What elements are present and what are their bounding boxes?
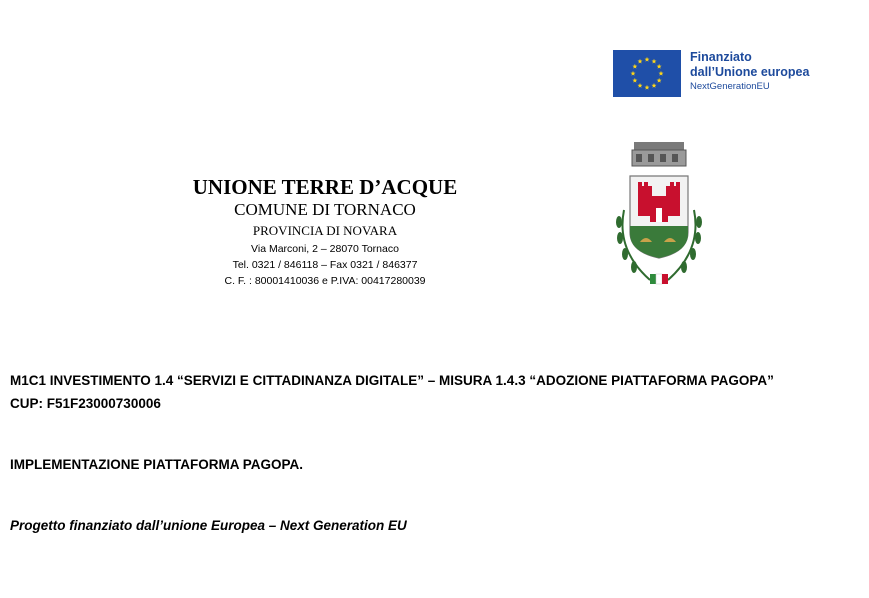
project-title: M1C1 INVESTIMENTO 1.4 “SERVIZI E CITTADINANZA DIGITALE” – MISURA 1.4.3 “ADOZIONE PIATTAFORMA PAGOPA” bbox=[10, 373, 774, 388]
comune-name: COMUNE DI TORNACO bbox=[234, 200, 416, 219]
eu-logo-line-2: dall’Unione europea bbox=[690, 65, 810, 79]
coat-of-arms-icon bbox=[606, 140, 712, 290]
phone-fax: Tel. 0321 / 846118 – Fax 0321 / 846377 bbox=[232, 259, 418, 271]
province-name: PROVINCIA DI NOVARA bbox=[252, 223, 398, 238]
implementation-title: IMPLEMENTAZIONE PIATTAFORMA PAGOPA. bbox=[10, 457, 303, 472]
address: Via Marconi, 2 – 28070 Tornaco bbox=[251, 243, 399, 255]
eu-flag-icon bbox=[613, 50, 681, 97]
funding-note: Progetto finanziato dall’unione Europea – Next Generation EU bbox=[10, 518, 407, 533]
eu-logo-line-1: Finanziato bbox=[690, 50, 752, 64]
municipality-header bbox=[160, 175, 490, 289]
eu-funding-logo bbox=[613, 50, 823, 98]
eu-logo-line-3: NextGenerationEU bbox=[690, 81, 770, 92]
cup-code: CUP: F51F23000730006 bbox=[10, 396, 161, 411]
union-name: UNIONE TERRE D’ACQUE bbox=[192, 175, 458, 199]
fiscal-codes: C. F. : 80001410036 e P.IVA: 00417280039 bbox=[224, 275, 426, 287]
